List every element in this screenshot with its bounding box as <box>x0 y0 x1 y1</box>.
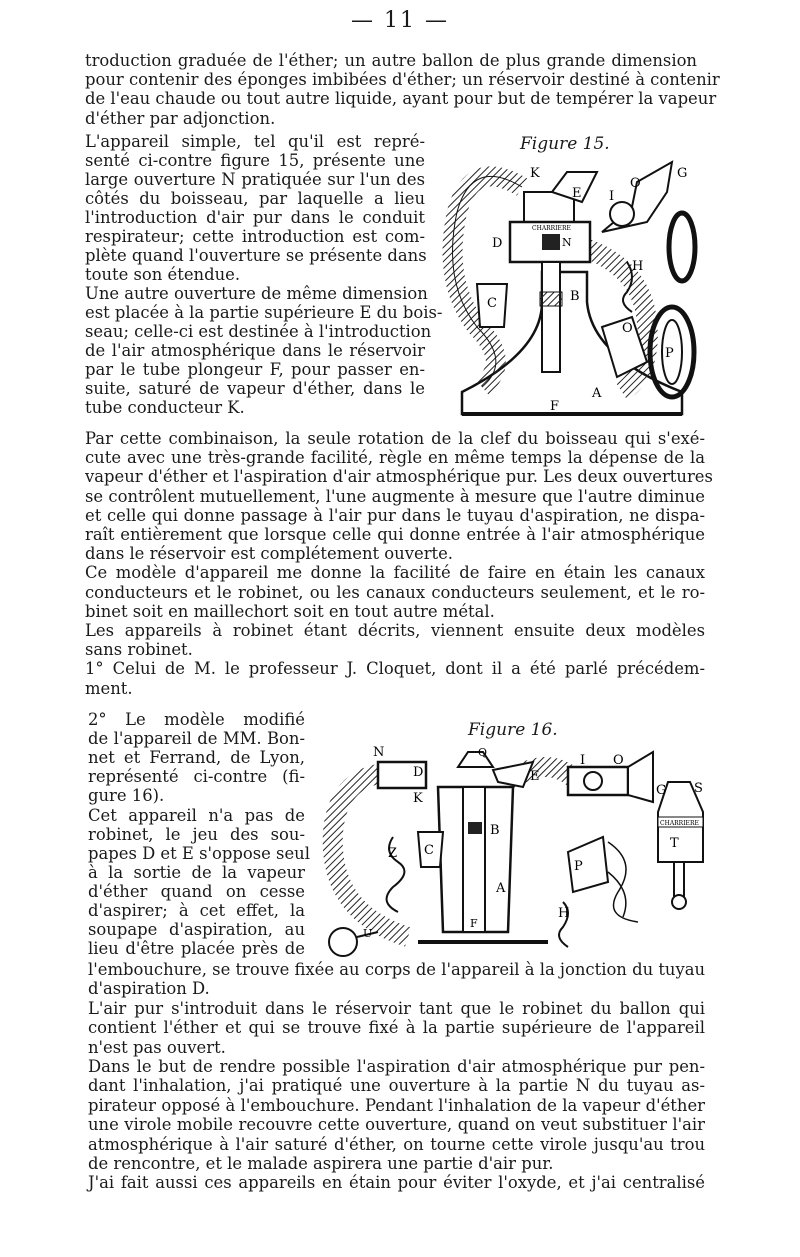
block3-line: sans robinet. <box>85 640 193 660</box>
figure15-label-I: I <box>609 189 615 204</box>
block1-line: de l'eau chaude ou tout autre liquide, ayant pour but de tempérer la vapeur <box>85 89 717 109</box>
block2-line: L'appareil simple, tel qu'il est repré- <box>85 132 425 151</box>
figure15-label-E: E <box>572 186 582 201</box>
block3-line: 1° Celui de M. le professeur J. Cloquet, dont il a été parlé précédem- <box>85 659 705 679</box>
figure15-label-C: C <box>487 296 497 311</box>
block5-line: atmosphérique à l'air saturé d'éther, on tourne cette virole jusqu'au trou <box>88 1134 705 1154</box>
figure16-label-G: G <box>656 783 667 798</box>
block2-line: tube conducteur K. <box>85 398 245 417</box>
figure15-label-G: G <box>677 166 688 181</box>
figure16-label-B: B <box>490 823 500 838</box>
block3-line: conducteurs et le robinet, ou les canaux conducteurs seulement, et le ro- <box>85 582 705 602</box>
figure15-label-H: H <box>632 259 644 274</box>
figure15-label-O2: O <box>622 321 633 336</box>
figure15-label-B: B <box>570 289 580 304</box>
block2-line: suite, saturé de vapeur d'éther, dans le <box>85 379 425 398</box>
figure16-label-E: E <box>530 769 540 784</box>
block4-line: lieu d'être placée près de <box>88 939 305 959</box>
block1-line: pour contenir des éponges imbibées d'éther; un réservoir destiné à contenir <box>85 70 720 90</box>
figure16-label-U: U <box>363 927 373 940</box>
block3-line: Les appareils à robinet étant décrits, viennent ensuite deux modèles <box>85 621 705 640</box>
block2-line: par le tube plongeur F, pour passer en- <box>85 360 425 379</box>
block3-line: dans le réservoir est complétement ouverte. <box>85 544 454 564</box>
figure15-illustration <box>432 152 707 430</box>
figure16-label-N: N <box>373 745 385 760</box>
figure15-label-A: A <box>592 386 602 401</box>
block2-line: respirateur; cette introduction est com- <box>85 227 425 246</box>
block5-line: J'ai fait aussi ces appareils en étain pour éviter l'oxyde, et j'ai centralisé <box>88 1173 705 1193</box>
figure16-label-F: F <box>470 917 478 930</box>
figure16-caption: Figure 16. <box>468 720 558 740</box>
figure16-label-P: P <box>574 859 583 874</box>
block4-line: représenté ci-contre (fi- <box>88 767 305 787</box>
block5-line: une virole mobile recouvre cette ouverture, quand on veut substituer l'air <box>88 1115 705 1135</box>
figure16-label-I: I <box>580 753 586 768</box>
block5-line: dant l'inhalation, j'ai pratiqué une ouverture à la partie N du tuyau as- <box>88 1076 705 1096</box>
page-number: — 11 — <box>351 8 449 33</box>
block4-line: soupape d'aspiration, au <box>88 920 305 940</box>
figure15-label-P: P <box>665 346 674 361</box>
figure16-label-T: T <box>670 836 679 851</box>
block2-line: large ouverture N pratiquée sur l'un des <box>85 170 425 189</box>
block3-line: et celle qui donne passage à l'air pur dans le tuyau d'aspiration, ne dispa- <box>85 505 705 525</box>
block4-line: papes D et E s'oppose seul <box>88 843 310 863</box>
block2-line: toute son étendue. <box>85 265 241 284</box>
block4-line: 2° Le modèle modifié <box>88 710 305 729</box>
figure16-label-S: S <box>694 781 703 796</box>
block2-line: plète quand l'ouverture se présente dans <box>85 246 427 265</box>
figure15-plate-text: CHARRIERE <box>532 225 571 232</box>
figure16-label-Q: Q <box>478 746 488 759</box>
figure16-label-D: D <box>413 765 424 780</box>
block3-line: se contrôlent mutuellement, l'une augmente à mesure que l'autre diminue <box>85 486 705 506</box>
block4-line: robinet, le jeu des sou- <box>88 824 305 844</box>
figure15-label-F: F <box>550 399 560 414</box>
block4-line: à la sortie de la vapeur <box>88 862 305 882</box>
block2-line: de l'air atmosphérique dans le réservoir <box>85 341 425 360</box>
block2-line: côtés du boisseau, par laquelle a lieu <box>85 189 425 208</box>
figure15-label-N: N <box>562 236 572 249</box>
block4-line: Cet appareil n'a pas de <box>88 805 305 825</box>
block3-line: raît entièrement que lorsque celle qui donne entrée à l'air atmosphérique <box>85 525 705 544</box>
block4-line: d'aspirer; à cet effet, la <box>88 901 305 920</box>
figure15-label-O1: O <box>630 176 641 191</box>
block1-line: troduction graduée de l'éther; un autre ballon de plus grande dimension <box>85 51 697 70</box>
figure16-label-O: O <box>613 753 624 768</box>
block2-line: seau; celle-ci est destinée à l'introduction <box>85 322 432 341</box>
figure16-label-A: A <box>496 881 506 896</box>
figure15-caption: Figure 15. <box>520 134 610 154</box>
block3-line: Par cette combinaison, la seule rotation de la clef du boisseau qui s'exé- <box>85 429 705 448</box>
block4-line: de l'appareil de MM. Bon- <box>88 729 305 749</box>
block5-line: Dans le but de rendre possible l'aspiration d'air atmosphérique pur pen- <box>88 1057 705 1076</box>
block5-line: de rencontre, et le malade aspirera une partie d'air pur. <box>88 1154 554 1173</box>
figure15-label-D: D <box>492 236 503 251</box>
block3-line: ment. <box>85 678 133 698</box>
block5-line: contient l'éther et qui se trouve fixé à la partie supérieure de l'appareil <box>88 1018 705 1038</box>
block4-line: net et Ferrand, de Lyon, <box>88 748 305 768</box>
block2-line: Une autre ouverture de même dimension <box>85 284 428 303</box>
block4-line: d'éther quand on cesse <box>88 881 305 901</box>
block5-line: pirateur opposé à l'embouchure. Pendant l'inhalation de la vapeur d'éther <box>88 1095 705 1115</box>
block3-line: cute avec une très-grande facilité, règle en même temps la dépense de la <box>85 448 705 468</box>
block3-line: vapeur d'éther et l'aspiration d'air atmosphérique pur. Les deux ouvertures <box>85 467 713 487</box>
block4-line: gure 16). <box>88 786 165 806</box>
block2-line: est placée à la partie supérieure E du bois- <box>85 303 443 322</box>
figure16-label-Z: Z <box>388 846 398 861</box>
block5-line: l'embouchure, se trouve fixée au corps de l'appareil à la jonction du tuyau <box>88 960 706 979</box>
figure16-label-K: K <box>413 791 423 806</box>
figure16-label-H: H <box>558 906 570 921</box>
figure16-label-C: C <box>424 843 434 858</box>
block5-line: n'est pas ouvert. <box>88 1037 226 1057</box>
figure16-plate-text: CHARRIERE <box>660 820 699 827</box>
block5-line: L'air pur s'introduit dans le réservoir tant que le robinet du ballon qui <box>88 998 705 1018</box>
block2-line: senté ci-contre figure 15, présente une <box>85 151 425 170</box>
block2-line: l'introduction d'air pur dans le conduit <box>85 208 425 227</box>
block3-line: binet soit en maillechort soit en tout autre métal. <box>85 601 495 621</box>
block1-line: d'éther par adjonction. <box>85 108 276 128</box>
block3-line: Ce modèle d'appareil me donne la facilité de faire en étain les canaux <box>85 563 705 583</box>
block5-line: d'aspiration D. <box>88 979 210 999</box>
figure15-label-K: K <box>530 166 540 181</box>
figure16-illustration <box>318 742 708 972</box>
